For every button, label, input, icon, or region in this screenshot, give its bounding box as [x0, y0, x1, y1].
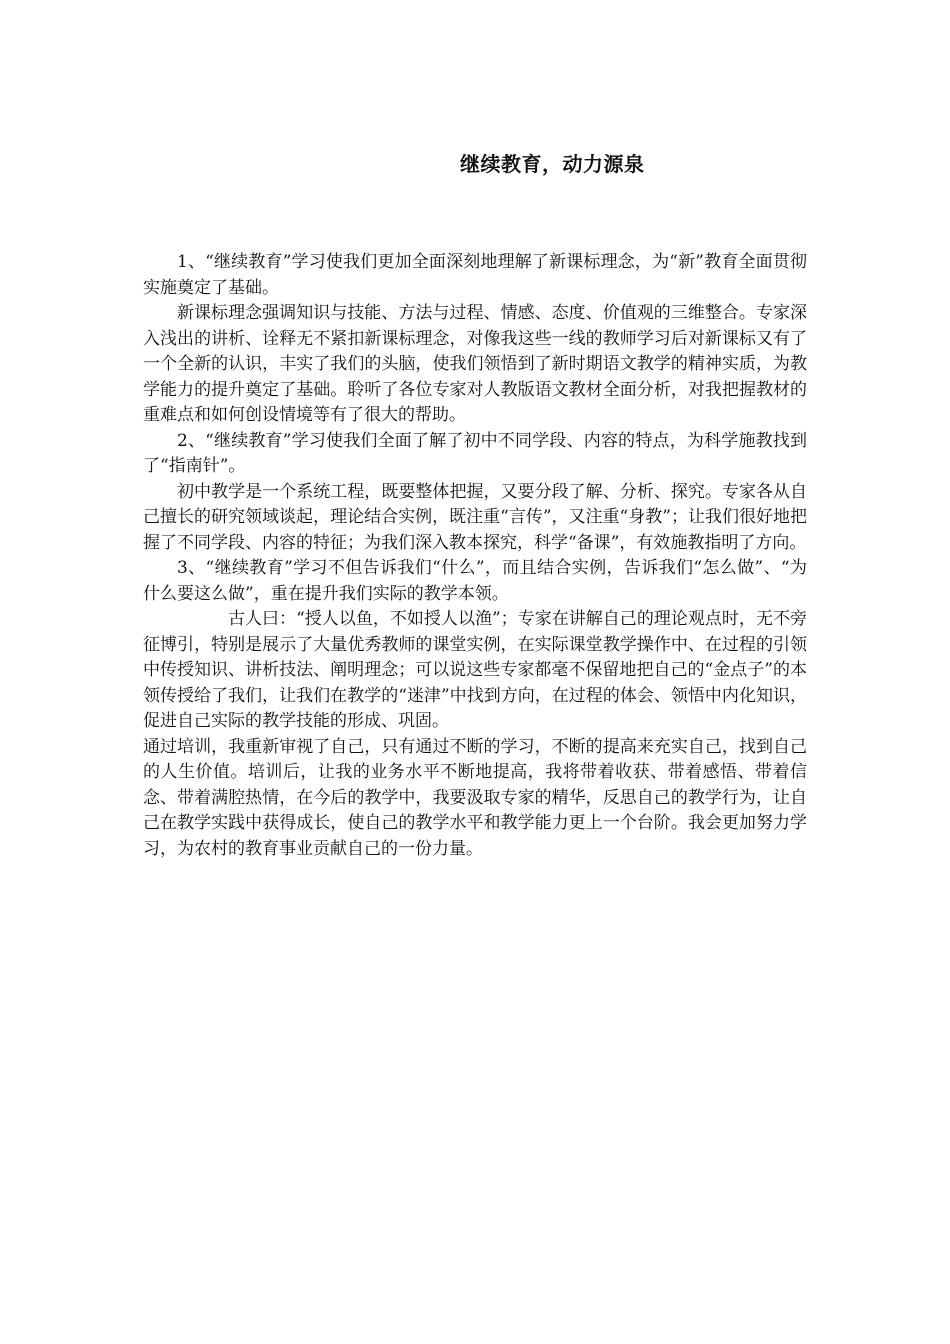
paragraph-5: 3、“继续教育”学习不但告诉我们“什么”，而且结合实例，告诉我们“怎么做”、“为什么要这么做”，重在提升我们实际的教学本领。 — [143, 558, 807, 604]
paragraph-1: 1、“继续教育”学习使我们更加全面深刻地理解了新课标理念，为“新”教育全面贯彻实施奠定了基础。 — [143, 252, 807, 298]
paragraph-3: 2、“继续教育”学习使我们全面了解了初中不同学段、内容的特点，为科学施教找到了“指南针”。 — [143, 430, 807, 476]
page-title: 继续教育，动力源泉 — [460, 152, 645, 177]
document-body — [143, 250, 807, 862]
paragraph-7: 通过培训，我重新审视了自己，只有通过不断的学习，不断的提高来充实自己，找到自己的人生价值。培训后，让我的业务水平不断地提高，我将带着收获、带着感悟、带着信念、带着满腔热情，在今后的教学中，我要汲取专家的精华，反思自己的教学行为，让自己在教学实践中获得成长，使自己的教学水平和教学能力更上一个台阶。我会更加努力学习，为农村的教育事业贡献自己的一份力量。 — [143, 736, 807, 859]
paragraph-4: 初中教学是一个系统工程，既要整体把握，又要分段了解、分析、探究。专家各从自己擅长的研究领域谈起，理论结合实例，既注重“言传”，又注重“身教”；让我们很好地把握了不同学段、内容的特征；为我们深入教本探究，科学“备课”，有效施教指明了方向。 — [143, 481, 807, 553]
paragraph-6: 古人曰：“授人以鱼，不如授人以渔”；专家在讲解自己的理论观点时，无不旁征博引，特别是展示了大量优秀教师的课堂实例，在实际课堂教学操作中、在过程的引领中传授知识、讲析技法、阐明理念；可以说这些专家都毫不保留地把自己的“金点子”的本领传授给了我们，让我们在教学的“迷津”中找到方向，在过程的体会、领悟中内化知识，促进自己实际的教学技能的形成、巩固。 — [143, 609, 807, 731]
paragraph-2: 新课标理念强调知识与技能、方法与过程、情感、态度、价值观的三维整合。专家深入浅出的讲析、诠释无不紧扣新课标理念，对像我这些一线的教师学习后对新课标又有了一个全新的认识，丰实了我们的头脑，使我们领悟到了新时期语文教学的精神实质，为教学能力的提升奠定了基础。聆听了各位专家对人教版语文教材全面分析，对我把握教材的重难点和如何创设情境等有了很大的帮助。 — [143, 303, 807, 425]
